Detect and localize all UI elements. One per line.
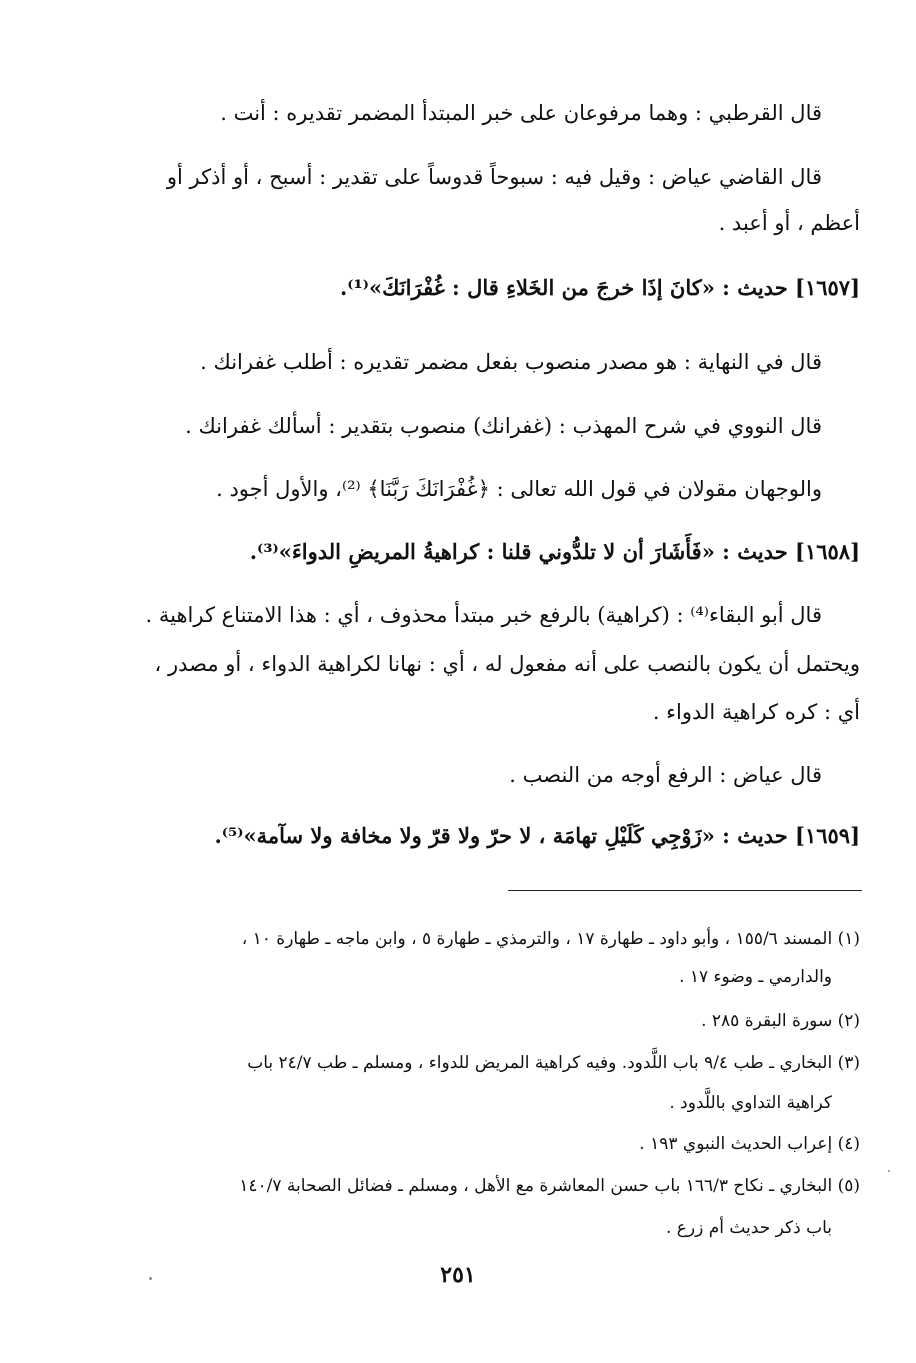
page-number: ٢٥١ — [440, 1262, 476, 1288]
hadith-heading-1659: [١٦٥٩] حديث : «زَوْجِي كَلَيْلِ تهامَة ، لا حرّ ولا قرّ ولا مخافة ولا سآمة»⁽⁵⁾. — [214, 823, 860, 848]
scan-speck — [149, 1277, 152, 1280]
paragraph-abu-al-baqa-line2: ويحتمل أن يكون بالنصب على أنه مفعول له ، أي : نهانا لكراهية الدواء ، أو مصدر ، — [154, 652, 860, 676]
footnote-2: (٢) سورة البقرة ٢٨٥ . — [701, 1011, 860, 1031]
footnote-5-line1: (٥) البخاري ـ نكاح ١٦٦/٣ باب حسن المعاشرة مع الأهل ، ومسلم ـ فضائل الصحابة ١٤٠/٧ — [239, 1176, 860, 1196]
footnote-4: (٤) إعراب الحديث النبوي ١٩٣ . — [639, 1134, 860, 1154]
footnote-5-line2: باب ذكر حديث أم زرع . — [665, 1218, 832, 1238]
paragraph-qadi-iyad-line2: أعظم ، أو أعبد . — [718, 211, 860, 235]
footnote-3-line1: (٣) البخاري ـ طب ٩/٤ باب اللَّدود. وفيه كراهية المريض للدواء ، ومسلم ـ طب ٢٤/٧ باب — [247, 1053, 860, 1073]
footnote-1-line1: (١) المسند ١٥٥/٦ ، وأبو داود ـ طهارة ١٧ ، والترمذي ـ طهارة ٥ ، وابن ماجه ـ طهارة ١٠ ، — [241, 929, 860, 949]
paragraph-nawawi: قال النووي في شرح المهذب : (غفرانك) منصوب بتقدير : أسألك غفرانك . — [185, 414, 822, 438]
paragraph-iyad: قال عياض : الرفع أوجه من النصب . — [509, 763, 822, 787]
footnote-divider — [508, 890, 862, 891]
paragraph-two-views: والوجهان مقولان في قول الله تعالى : ﴿غُفْرَانَكَ رَبَّنَا﴾ ⁽²⁾، والأول أجود . — [216, 477, 822, 501]
footnote-1-line2: والدارمي ـ وضوء ١٧ . — [679, 967, 832, 987]
hadith-heading-1657: [١٦٥٧] حديث : «كانَ إذَا خرجَ من الخَلاءِ قال : غُفْرَانَكَ»⁽¹⁾. — [339, 275, 860, 300]
footnote-3-line2: كراهية التداوي باللَّدود . — [669, 1093, 832, 1113]
paragraph-nihaya: قال في النهاية : هو مصدر منصوب بفعل مضمر تقديره : أطلب غفرانك . — [200, 350, 822, 374]
scan-speck — [888, 1170, 890, 1172]
paragraph-abu-al-baqa-line1: قال أبو البقاء⁽⁴⁾ : (كراهية) بالرفع خبر مبتدأ محذوف ، أي : هذا الامتناع كراهية . — [145, 603, 822, 627]
paragraph-qurtubi: قال القرطبي : وهما مرفوعان على خبر المبتدأ المضمر تقديره : أنت . — [220, 101, 822, 125]
paragraph-abu-al-baqa-line3: أي : كره كراهية الدواء . — [652, 700, 860, 724]
paragraph-qadi-iyad-line1: قال القاضي عياض : وقيل فيه : سبوحاً قدوساً على تقدير : أسبح ، أو أذكر أو — [166, 165, 822, 189]
hadith-heading-1658: [١٦٥٨] حديث : «فَأَشَارَ أن لا تلدُّوني قلنا : كراهيةُ المريضِ الدواءَ»⁽³⁾. — [249, 539, 860, 564]
